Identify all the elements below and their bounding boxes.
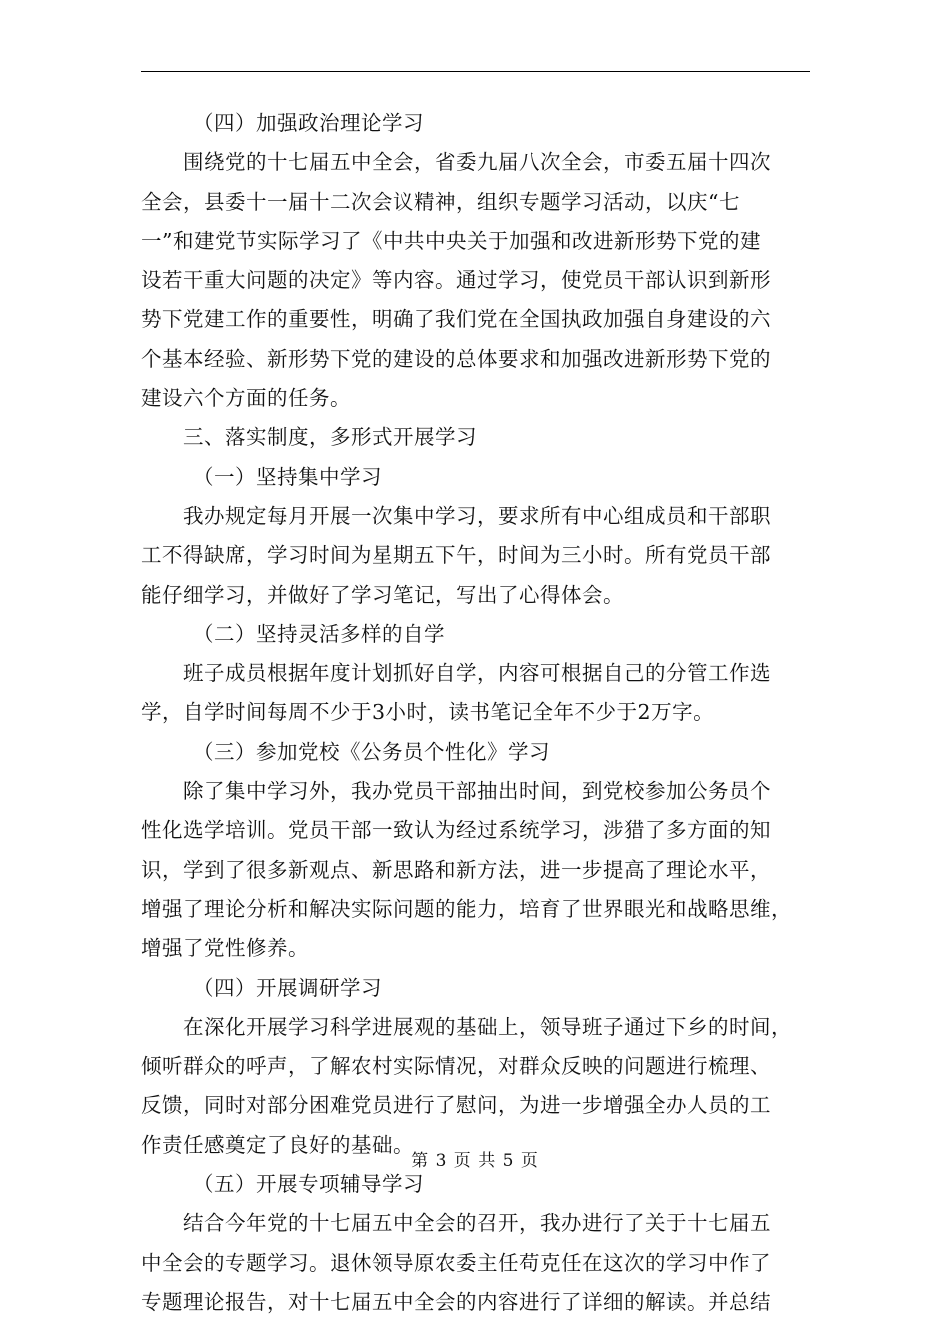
document-body [141,104,801,1322]
text-line: 我办规定每月开展一次集中学习，要求所有中心组成员和干部职 [183,503,771,528]
text-line: 能仔细学习，并做好了学习笔记，写出了心得体会。 [141,582,624,607]
text-line: 反馈，同时对部分困难党员进行了慰问，为进一步增强全办人员的工 [141,1093,771,1118]
text-line: 在深化开展学习科学进展观的基础上，领导班子通过下乡的时间， [183,1014,792,1039]
text-line: 工不得缺席，学习时间为星期五下午，时间为三小时。所有党员干部 [141,543,771,568]
header-rule [141,71,810,72]
text-line: （四）开展调研学习 [193,975,382,1000]
text-line: 围绕党的十七届五中全会，省委九届八次全会，市委五届十四次 [183,150,771,175]
text-line: 全会，县委十一届十二次会议精神，组织专题学习活动，以庆“七 [141,189,740,214]
text-line: 性化选学培训。党员干部一致认为经过系统学习，涉猎了多方面的知 [141,818,771,843]
text-line: （二）坚持灵活多样的自学 [193,621,445,646]
text-line: 学，自学时间每周不少于3小时，读书笔记全年不少于2万字。 [141,700,715,725]
text-line: 中全会的专题学习。退休领导原农委主任苟克任在这次的学习中作了 [141,1250,771,1275]
text-line: 专题理论报告，对十七届五中全会的内容进行了详细的解读。并总结 [141,1289,771,1314]
text-line: 倾听群众的呼声，了解农村实际情况，对群众反映的问题进行梳理、 [141,1054,771,1079]
text-line: 势下党建工作的重要性，明确了我们党在全国执政加强自身建设的六 [141,307,771,332]
text-line: 增强了理论分析和解决实际问题的能力，培育了世界眼光和战略思维， [141,896,792,921]
text-line: （四）加强政治理论学习 [193,111,424,135]
text-line: 建设六个方面的任务。 [141,386,351,411]
text-line: 作责任感奠定了良好的基础。 [141,1132,414,1157]
text-line: 结合今年党的十七届五中全会的召开，我办进行了关于十七届五 [183,1211,771,1236]
text-line: （三）参加党校《公务员个性化》学习 [193,739,550,764]
text-line: 一”和建党节实际学习了《中共中央关于加强和改进新形势下党的建 [141,228,761,253]
text-line: 增强了党性修养。 [141,936,309,961]
page-footer: 第 3 页 共 5 页 [411,1151,539,1171]
text-line: 设若干重大问题的决定》等内容。通过学习，使党员干部认识到新形 [141,268,771,293]
text-line: 识，学到了很多新观点、新思路和新方法，进一步提高了理论水平， [141,857,771,882]
text-line: 个基本经验、新形势下党的建设的总体要求和加强改进新形势下党的 [141,346,771,371]
text-line: （一）坚持集中学习 [193,464,382,489]
text-line: （五）开展专项辅导学习 [193,1172,424,1197]
text-line: 班子成员根据年度计划抓好自学，内容可根据自己的分管工作选 [183,661,771,686]
text-line: 除了集中学习外，我办党员干部抽出时间，到党校参加公务员个 [183,779,771,804]
text-line: 三、落实制度，多形式开展学习 [183,425,477,450]
